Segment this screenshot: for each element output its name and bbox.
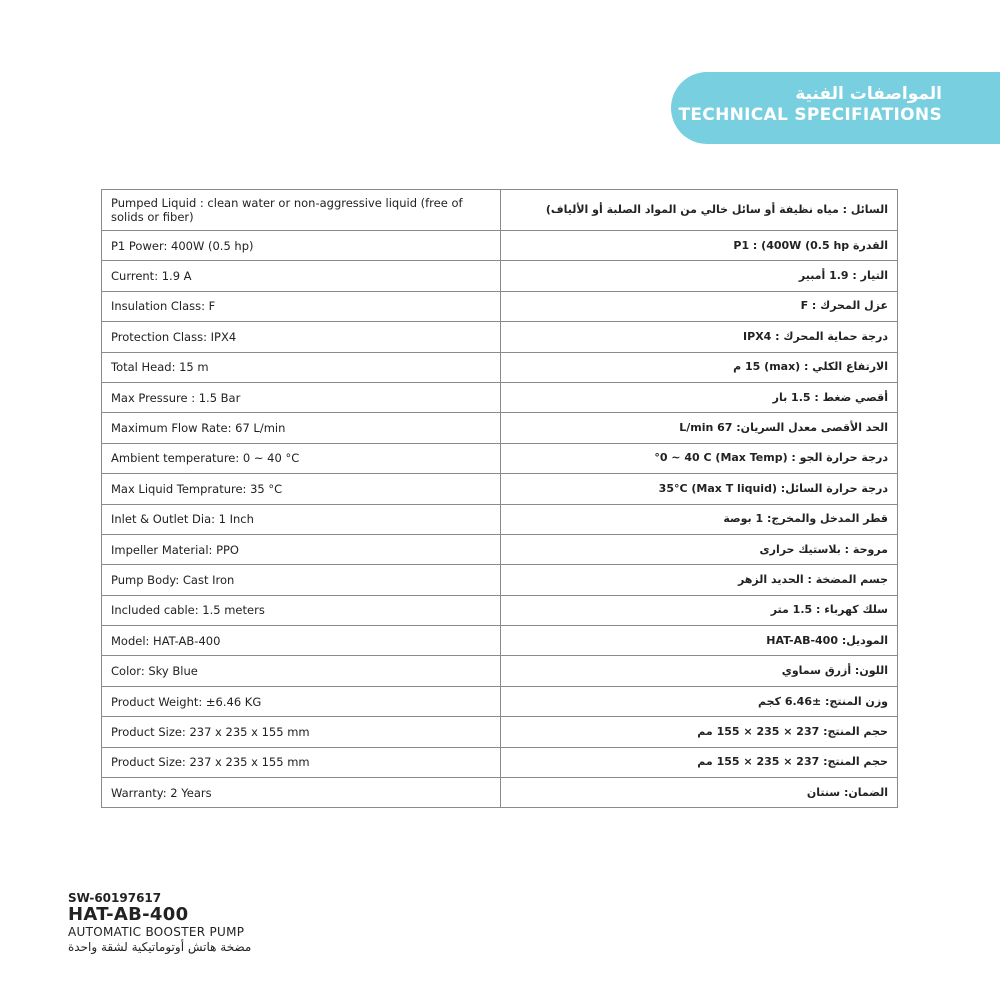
spec-english: Protection Class: IPX4 xyxy=(102,322,501,352)
table-row xyxy=(102,190,898,231)
banner-title-english: TECHNICAL SPECIFIATIONS xyxy=(678,105,942,125)
table-row xyxy=(102,261,898,291)
spec-english: P1 Power: 400W (0.5 hp) xyxy=(102,231,501,261)
table-row xyxy=(102,626,898,656)
spec-english: Pumped Liquid : clean water or non-aggressive liquid (free of solids or fiber) xyxy=(102,190,501,231)
spec-english: Current: 1.9 A xyxy=(102,261,501,291)
spec-arabic: جسم المضخة : الحديد الزهر xyxy=(501,565,898,595)
table-row xyxy=(102,474,898,504)
spec-arabic: التيار : 1.9 أمبير xyxy=(501,261,898,291)
table-row xyxy=(102,382,898,412)
table-row xyxy=(102,443,898,473)
spec-arabic: حجم المنتج: 237 × 235 × 155 مم xyxy=(501,717,898,747)
table-row xyxy=(102,595,898,625)
spec-arabic: القدرة P1 : (400W (0.5 hp xyxy=(501,231,898,261)
spec-english: Included cable: 1.5 meters xyxy=(102,595,501,625)
table-row xyxy=(102,291,898,321)
spec-english: Product Size: 237 x 235 x 155 mm xyxy=(102,717,501,747)
spec-english: Inlet & Outlet Dia: 1 Inch xyxy=(102,504,501,534)
table-row xyxy=(102,747,898,777)
product-footer xyxy=(68,891,251,955)
spec-arabic: مروحة : بلاستيك حرارى xyxy=(501,534,898,564)
table-row xyxy=(102,413,898,443)
spec-arabic: الحد الأقصى معدل السريان: L/min 67 xyxy=(501,413,898,443)
section-banner xyxy=(671,72,1000,144)
spec-arabic: الموديل: HAT-AB-400 xyxy=(501,626,898,656)
spec-english: Max Liquid Temprature: 35 °C xyxy=(102,474,501,504)
spec-english: Product Weight: ±6.46 KG xyxy=(102,686,501,716)
table-row xyxy=(102,717,898,747)
spec-english: Product Size: 237 x 235 x 155 mm xyxy=(102,747,501,777)
spec-english: Maximum Flow Rate: 67 L/min xyxy=(102,413,501,443)
spec-arabic: أقصي ضغط : 1.5 بار xyxy=(501,382,898,412)
spec-arabic: عزل المحرك : F xyxy=(501,291,898,321)
spec-english: Max Pressure : 1.5 Bar xyxy=(102,382,501,412)
table-row xyxy=(102,778,898,808)
product-name-arabic: مضخة هاتش أوتوماتيكية لشقة واحدة xyxy=(68,940,252,954)
table-row xyxy=(102,656,898,686)
model-number: HAT-AB-400 xyxy=(68,904,189,925)
table-row xyxy=(102,565,898,595)
spec-english: Insulation Class: F xyxy=(102,291,501,321)
spec-english: Color: Sky Blue xyxy=(102,656,501,686)
spec-arabic: قطر المدخل والمخرج: 1 بوصة xyxy=(501,504,898,534)
spec-english: Model: HAT-AB-400 xyxy=(102,626,501,656)
spec-arabic: درجة حرارة الجو : (Max Temp) 0 ~ 40 C° xyxy=(501,443,898,473)
spec-arabic: الضمان: سنتان xyxy=(501,778,898,808)
spec-arabic: السائل : مياه نظيفة أو سائل خالي من المواد الصلبة أو الألياف) xyxy=(501,190,898,231)
banner-title-arabic: المواصفات الفنية xyxy=(795,84,942,104)
spec-english: Total Head: 15 m xyxy=(102,352,501,382)
spec-arabic: درجة حماية المحرك : IPX4 xyxy=(501,322,898,352)
specifications-table xyxy=(101,189,898,808)
spec-arabic: سلك كهرباء : 1.5 متر xyxy=(501,595,898,625)
table-row xyxy=(102,686,898,716)
spec-english: Impeller Material: PPO xyxy=(102,534,501,564)
product-name-english: AUTOMATIC BOOSTER PUMP xyxy=(68,925,245,939)
spec-arabic: وزن المنتج: ±6.46 كجم xyxy=(501,686,898,716)
table-row xyxy=(102,504,898,534)
spec-english: Ambient temperature: 0 ~ 40 °C xyxy=(102,443,501,473)
table-row xyxy=(102,534,898,564)
table-row xyxy=(102,231,898,261)
sku-number: SW-60197617 xyxy=(68,891,162,905)
spec-english: Warranty: 2 Years xyxy=(102,778,501,808)
table-row xyxy=(102,352,898,382)
spec-arabic: حجم المنتج: 237 × 235 × 155 مم xyxy=(501,747,898,777)
spec-arabic: اللون: أزرق سماوي xyxy=(501,656,898,686)
table-row xyxy=(102,322,898,352)
spec-english: Pump Body: Cast Iron xyxy=(102,565,501,595)
spec-arabic: الارتفاع الكلي : (max) 15 م xyxy=(501,352,898,382)
spec-arabic: درجة حرارة السائل: (Max T liquid) 35°C xyxy=(501,474,898,504)
